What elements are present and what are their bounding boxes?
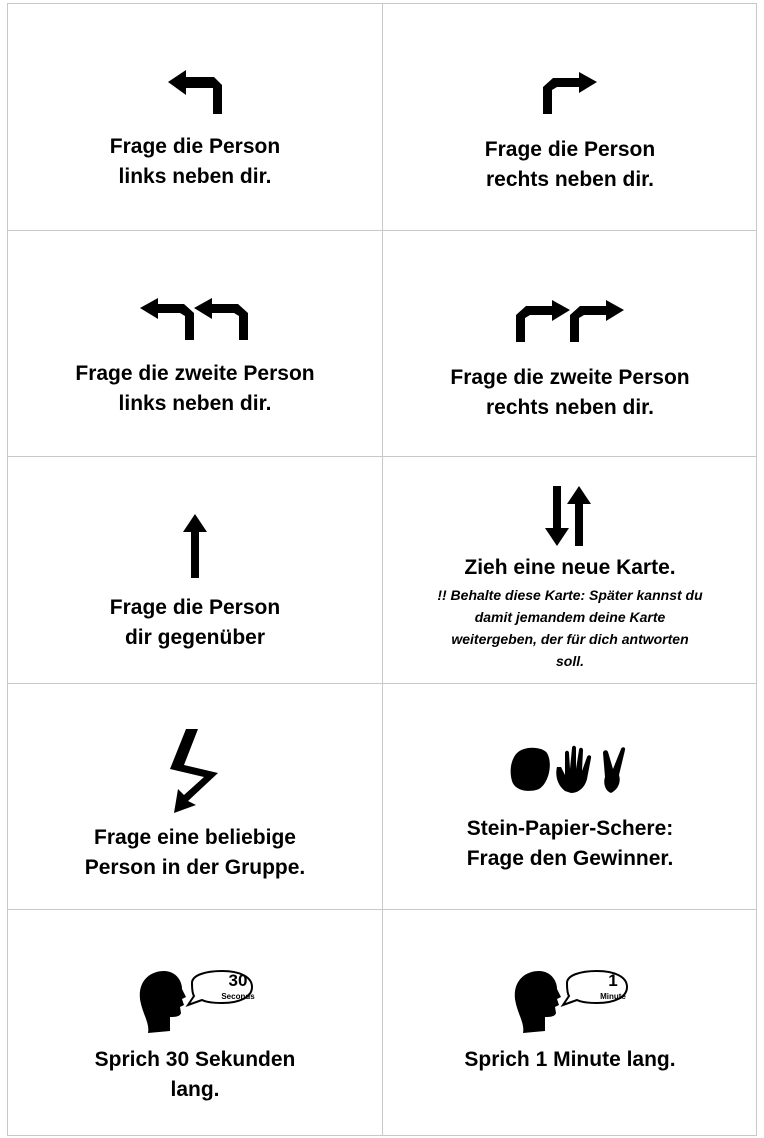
card-text: Frage die zweite Person rechts neben dir.	[450, 366, 690, 419]
card-text: Frage die zweite Person links neben dir.	[75, 362, 315, 415]
card-text: Frage eine beliebige Person in der Gruppe.	[84, 826, 306, 879]
bubble-unit: Minute	[600, 992, 626, 1001]
double-arrow-turn-right-icon	[514, 300, 626, 342]
card-left	[8, 4, 382, 230]
card-text: Frage die Person rechts neben dir.	[484, 138, 656, 191]
card-second-right	[383, 230, 757, 456]
card-text: Stein-Papier-Schere: Frage den Gewinner.	[466, 817, 674, 870]
bubble-unit: Seconds	[221, 992, 255, 1001]
swap-arrows-icon	[543, 486, 593, 546]
card-title: Zieh eine neue Karte.	[464, 556, 676, 579]
card-grid	[7, 3, 757, 1136]
card-rps	[383, 683, 757, 909]
card-text: Sprich 30 Sekunden lang.	[94, 1048, 296, 1101]
rock-paper-scissors-icon	[509, 745, 635, 793]
lightning-arrow-icon	[168, 729, 224, 813]
card-second-left	[8, 230, 382, 456]
bubble-number: 30	[228, 971, 248, 990]
arrow-turn-left-icon	[168, 70, 224, 116]
card-anyone	[8, 683, 382, 909]
card-text: Frage die Person dir gegenüber	[109, 596, 281, 649]
card-speak-1	[383, 909, 757, 1136]
bubble-number: 1	[608, 971, 618, 990]
arrow-turn-right-icon	[541, 72, 597, 114]
card-right	[383, 4, 757, 230]
double-arrow-turn-left-icon	[140, 298, 252, 340]
card-opposite	[8, 456, 382, 683]
card-text: Frage die Person links neben dir.	[109, 135, 281, 188]
arrow-up-icon	[182, 514, 208, 578]
card-note: !! Behalte diese Karte: Später kannst du damit jemandem deine Karte weitergeben, der für dich antworten soll.	[437, 587, 703, 669]
card-new-card	[383, 456, 757, 683]
card-text: Sprich 1 Minute lang.	[464, 1048, 676, 1071]
card-speak-30	[8, 909, 382, 1136]
